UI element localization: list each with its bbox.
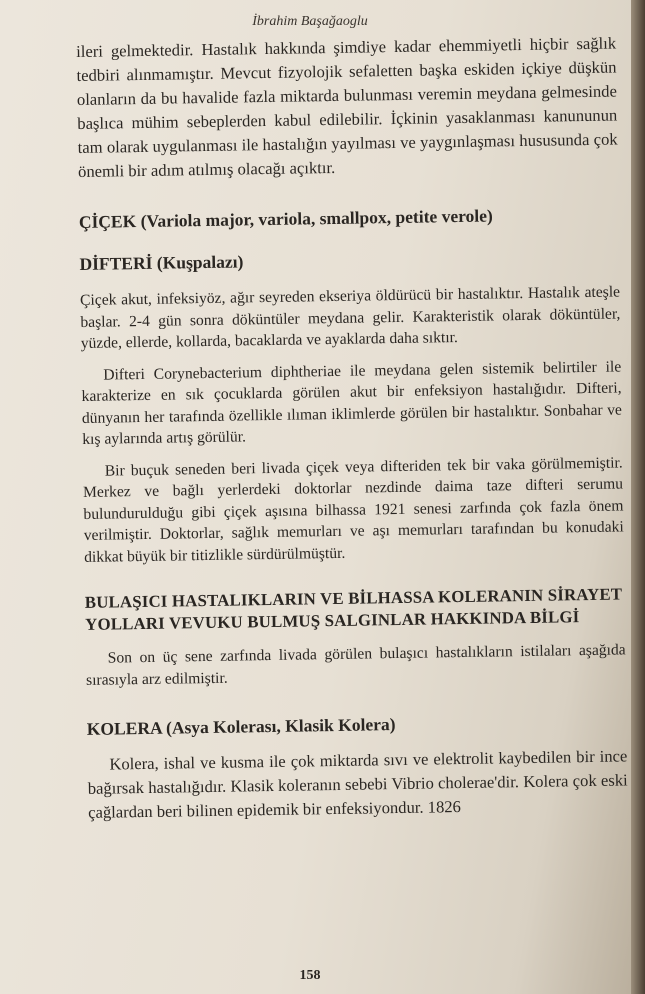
heading-cicek: ÇİÇEK (Variola major, variola, smallpox, petite verole) xyxy=(78,205,493,232)
intro-paragraph: ileri gelmektedir. Hastalık hakkında şimdiye kadar ehemmiyetli hiçbir sağlık tedbiri alınmamıştır. Mevcut fizyolojik sefaletten başka eskiden içkiye düşkün olanların da bu havalide fazla miktarda bulunması veremin meydana gelmesinde başlıca mühim sebeplerden kabul edilebilir. İçkinin yasaklanması kanununun tam olarak uygulanması ile hastalığın yayılması ve yaygınlaşması hususunda çok önemli bir adım atılmış olacağı açıktır. xyxy=(76,33,618,181)
running-head: İbrahim Başağaoglu xyxy=(252,14,368,29)
heading-kolera: KOLERA (Asya Kolerası, Klasik Kolera) xyxy=(86,714,396,739)
difteri-paragraph: Difteri Corynebacterium diphtheriae ile meydana gelen sistemik belirtiler ile karakterize en sık çocuklarda görülen akut bir enfeksiyon hastalığıdır. Difteri, dünyanın her tarafında özellikle ılıman iklimlerde görülen bir hastalıktır. Sonbahar ve kış aylarında artış görülür. xyxy=(81,357,623,448)
page-number: 158 xyxy=(299,968,321,983)
vaka-paragraph: Bir buçuk seneden beri livada çiçek veya difteriden tek bir vaka görülmemiştir. Merkez ve bağlı yerlerdeki doktorlar nezdinde daima taze difteri serumu bulundurulduğu gibi çiçek aşısına bilhassa 1921 senesi zarfında çok fazla önem verilmiştir. Doktorlar, sağlık memurları ve aşı memurları tarafından bu konudaki dikkat büyük bir titizlikle sürdürülmüştür. xyxy=(82,453,624,566)
heading-difteri: DİFTERİ (Kuşpalazı) xyxy=(79,251,244,274)
book-edge-shadow xyxy=(631,0,645,994)
cicek-paragraph: Çiçek akut, infeksiyöz, ağır seyreden ekseriya öldürücü bir hastalıktır. Hastalık ateşle başlar. 2-4 gün sonra döküntüler meydana gelir. Karakteristik olarak döküntüler, yüzde, ellerde, kollarda, bacaklarda ve ayaklarda daha sıktır. xyxy=(79,283,621,352)
heading-bulasici: BULAŞICI HASTALIKLARIN VE BİLHASSA KOLERANIN SİRAYET YOLLARI VEVUKU BULMUŞ SALGINLAR HAKKINDA BİLGİ xyxy=(84,584,623,634)
kolera-paragraph: Kolera, ishal ve kusma ile çok miktarda sıvı ve elektrolit kaybedilen bir ince bağırsak hastalığıdır. Klasik koleranın sebebi Vibrio cholerae'dir. Kolera çok eski çağlardan beri bilinen epidemik bir enfeksiyondur. 1826 xyxy=(87,746,628,822)
bulasici-paragraph: Son on üç sene zarfında livada görülen bulaşıcı hastalıkların istilaları aşağıda sırasıyla arz edilmiştir. xyxy=(85,641,626,689)
page-body xyxy=(76,32,628,825)
